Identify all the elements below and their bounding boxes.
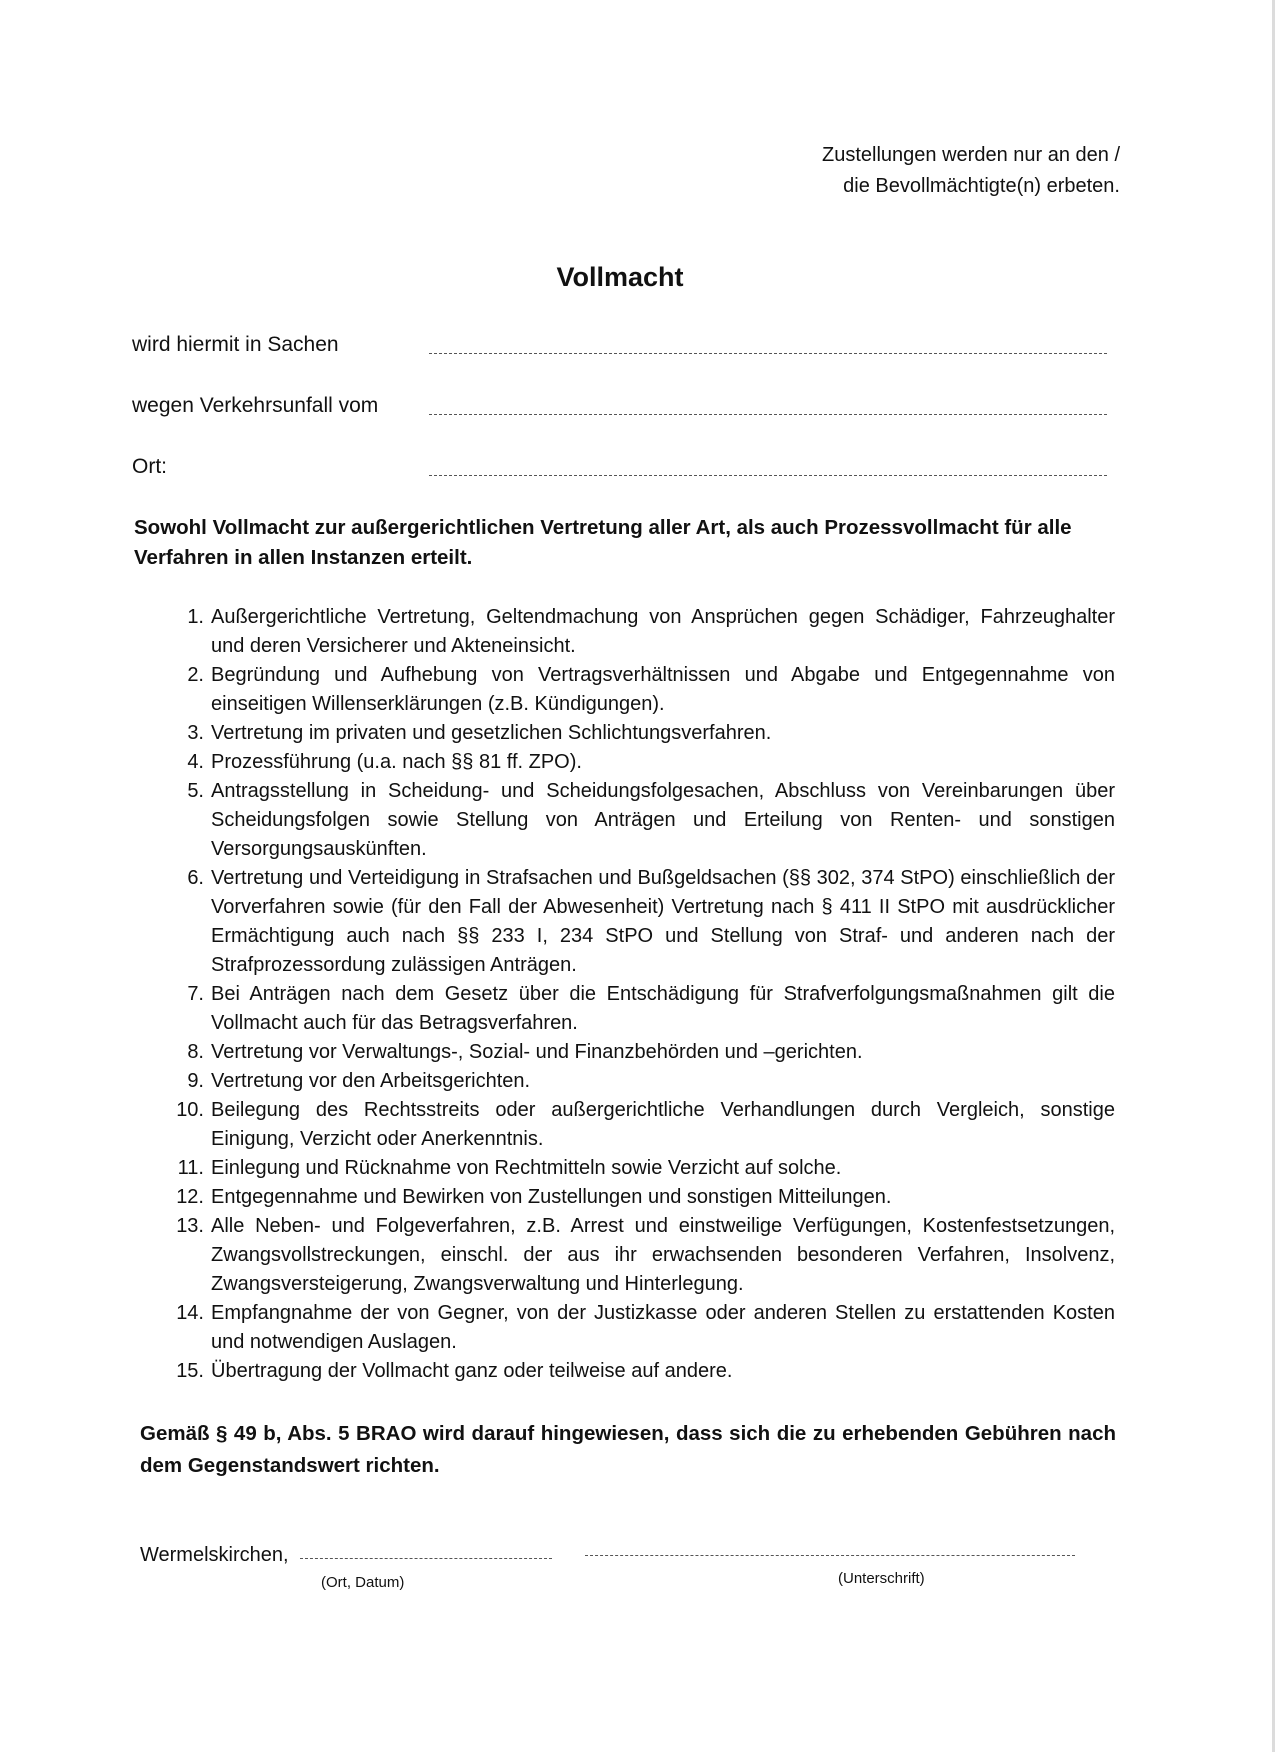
- list-item-number: 14.: [176, 1302, 204, 1324]
- list-item-number: 1.: [187, 606, 204, 628]
- signature-line[interactable]: [585, 1555, 1075, 1556]
- list-item: [170, 1183, 1115, 1212]
- fee-notice: Gemäß § 49 b, Abs. 5 BRAO wird darauf hingewiesen, dass sich die zu erhebenden Gebühren nach dem Gegenstandswert richten.: [140, 1422, 1116, 1477]
- list-item: [170, 661, 1115, 719]
- signature-caption: (Unterschrift): [838, 1570, 925, 1587]
- date-line[interactable]: [300, 1558, 552, 1559]
- list-item-text: Alle Neben- und Folgeverfahren, z.B. Arrest und einstweilige Verfügungen, Kostenfestsetzungen, Zwangsvollstreckungen, einschl. der aus ihr erwachsenden besonderen Verfahren, Insolvenz, Zwangsversteigerung, Zwangsverwaltung und Hinterlegung.: [211, 1215, 1115, 1295]
- field-place-label: Ort:: [132, 455, 167, 478]
- list-item-text: Entgegennahme und Bewirken von Zustellungen und sonstigen Mitteilungen.: [211, 1186, 892, 1208]
- list-item-number: 6.: [187, 867, 204, 889]
- list-item: [170, 980, 1115, 1038]
- field-place: [132, 455, 1112, 485]
- list-item-number: 15.: [176, 1360, 204, 1382]
- field-case-label: wird hiermit in Sachen: [132, 333, 339, 356]
- grant-statement: Sowohl Vollmacht zur außergerichtlichen Vertretung aller Art, als auch Prozessvollmacht für alle Verfahren in allen Instanzen erteilt.: [134, 516, 1072, 569]
- list-item: [170, 719, 1115, 748]
- date-caption: (Ort, Datum): [321, 1574, 405, 1591]
- list-item-text: Vertretung im privaten und gesetzlichen Schlichtungsverfahren.: [211, 722, 772, 744]
- list-item-text: Empfangnahme der von Gegner, von der Justizkasse oder anderen Stellen zu erstattenden Kosten und notwendigen Auslagen.: [211, 1302, 1115, 1353]
- list-item-number: 4.: [187, 751, 204, 773]
- list-item-text: Bei Anträgen nach dem Gesetz über die Entschädigung für Strafverfolgungsmaßnahmen gilt die Vollmacht auch für das Betragsverfahren.: [211, 983, 1115, 1034]
- list-item: [170, 1038, 1115, 1067]
- list-item-text: Vertretung vor Verwaltungs-, Sozial- und Finanzbehörden und –gerichten.: [211, 1041, 863, 1063]
- list-item: [170, 1212, 1115, 1299]
- list-item-text: Übertragung der Vollmacht ganz oder teilweise auf andere.: [211, 1360, 733, 1382]
- signature-place: Wermelskirchen,: [140, 1544, 289, 1566]
- list-item-text: Beilegung des Rechtsstreits oder außergerichtliche Verhandlungen durch Vergleich, sonstige Einigung, Verzicht oder Anerkenntnis.: [211, 1099, 1115, 1150]
- list-item: [170, 1067, 1115, 1096]
- list-item: [170, 1357, 1115, 1386]
- list-item: [170, 748, 1115, 777]
- delivery-note: [760, 140, 1120, 202]
- list-item-number: 10.: [176, 1099, 204, 1121]
- list-item-number: 12.: [176, 1186, 204, 1208]
- list-item-number: 5.: [187, 780, 204, 802]
- list-item-number: 9.: [187, 1070, 204, 1092]
- list-item-text: Einlegung und Rücknahme von Rechtmitteln sowie Verzicht auf solche.: [211, 1157, 842, 1179]
- field-case: [132, 333, 1112, 363]
- list-item-text: Vertretung und Verteidigung in Strafsachen und Bußgeldsachen (§§ 302, 374 StPO) einschließlich der Vorverfahren sowie (für den Fall der Abwesenheit) Vertretung nach § 411 II StPO mit ausdrücklicher Ermächtigung auch nach §§ 233 I, 234 StPO und Stellung von Straf- und anderen nach der Strafprozessordung zulässigen Anträgen.: [211, 867, 1115, 976]
- list-item: [170, 1299, 1115, 1357]
- list-item: [170, 603, 1115, 661]
- list-item-number: 8.: [187, 1041, 204, 1063]
- list-item: [170, 1154, 1115, 1183]
- list-item-text: Außergerichtliche Vertretung, Geltendmachung von Ansprüchen gegen Schädiger, Fahrzeughalter und deren Versicherer und Akteneinsicht.: [211, 606, 1115, 657]
- delivery-note-line-1: Zustellungen werden nur an den /: [822, 144, 1120, 166]
- field-accident-date-line[interactable]: [429, 414, 1107, 415]
- list-item-text: Vertretung vor den Arbeitsgerichten.: [211, 1070, 531, 1092]
- list-item-number: 3.: [187, 722, 204, 744]
- delivery-note-line-2: die Bevollmächtigte(n) erbeten.: [843, 175, 1120, 197]
- list-item-text: Prozessführung (u.a. nach §§ 81 ff. ZPO).: [211, 751, 582, 773]
- list-item: [170, 777, 1115, 864]
- powers-list: [170, 603, 1115, 1386]
- list-item-text: Begründung und Aufhebung von Vertragsverhältnissen und Abgabe und Entgegennahme von einseitigen Willenserklärungen (z.B. Kündigungen).: [211, 664, 1115, 715]
- field-accident-date: [132, 394, 1112, 424]
- field-accident-date-label: wegen Verkehrsunfall vom: [132, 394, 379, 417]
- list-item: [170, 864, 1115, 980]
- list-item-text: Antragsstellung in Scheidung- und Scheidungsfolgesachen, Abschluss von Vereinbarungen über Scheidungsfolgen sowie Stellung von Anträgen und Erteilung von Renten- und sonstigen Versorgungsauskünften.: [211, 780, 1115, 860]
- list-item-number: 11.: [177, 1157, 204, 1179]
- list-item: [170, 1096, 1115, 1154]
- list-item-number: 13.: [176, 1215, 204, 1237]
- document-title: Vollmacht: [556, 262, 684, 292]
- field-place-line[interactable]: [429, 475, 1107, 476]
- list-item-number: 7.: [187, 983, 204, 1005]
- list-item-number: 2.: [187, 664, 204, 686]
- field-case-line[interactable]: [429, 353, 1107, 354]
